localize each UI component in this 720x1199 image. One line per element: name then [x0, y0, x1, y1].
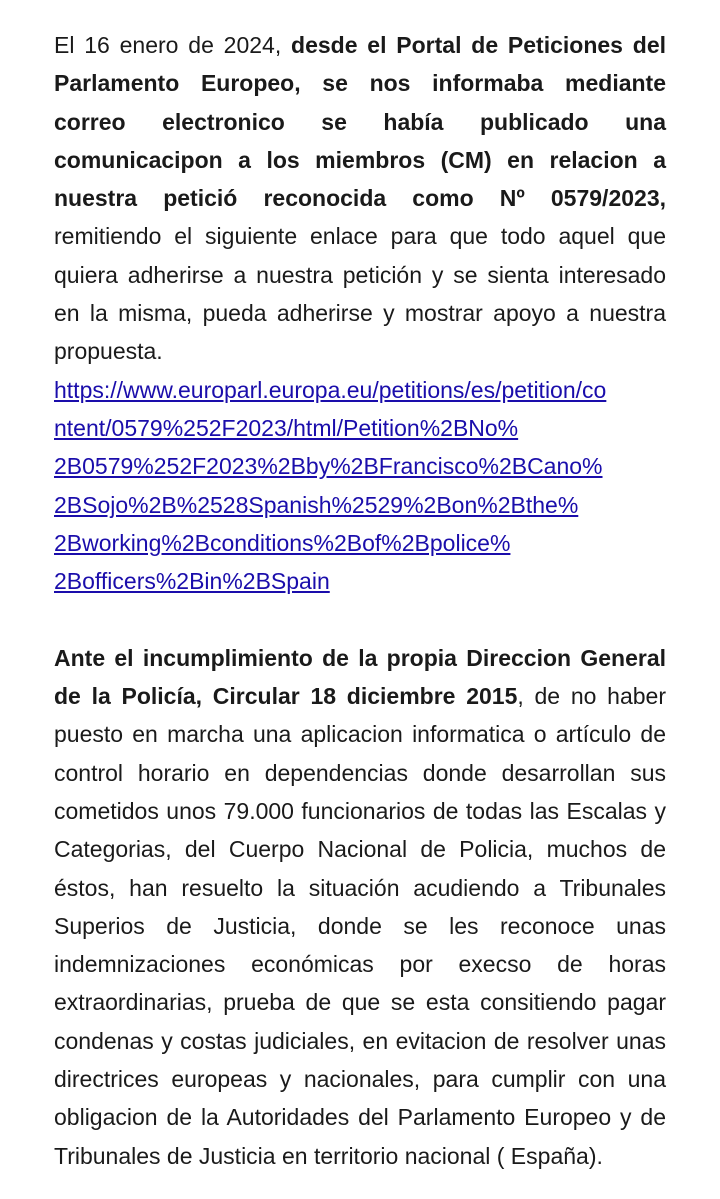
- petition-link-line: 2BSojo%2B%2528Spanish%2529%2Bon%2Bthe%: [54, 491, 579, 518]
- paragraph-intro: El 16 enero de 2024,: [54, 32, 282, 58]
- petition-link-line: https://www.europarl.europa.eu/petitions/es/petition/co: [54, 376, 607, 403]
- paragraph-spacer: [54, 600, 666, 638]
- paragraph-police-circular: [54, 639, 666, 1175]
- paragraph-bold-statement: desde el Portal de Peticiones del Parlamento Europeo, se nos informaba mediante correo electronico se había publicado una comunicacipon a los miembros (CM) en relacion a nuestra petició reconocida como Nº 0579/2023,: [54, 32, 667, 212]
- document-body: [54, 26, 666, 1175]
- petition-link-line: 2Bworking%2Bconditions%2Bof%2Bpolice%: [54, 529, 511, 556]
- paragraph-bold-statement: Ante el incumplimiento de la propia Direccion General de la Policía, Circular 18 diciembre 2015: [54, 644, 666, 710]
- paragraph-rest: , de no haber puesto en marcha una aplicacion informatica o artículo de control horario en dependencias donde desarrollan sus cometidos unos 79.000 funcionarios de todas las Escalas y Categorias, del Cuerpo Nacional de Policia, muchos de éstos, han resuelto la situación acudiendo a Tribunales Superios de Justicia, donde se les reconoce unas indemnizaciones económicas por execso de horas extraordinarias, prueba de que se esta consitiendo pagar condenas y costas judiciales, en evitacion de resolver unas directrices europeas y nacionales, para cumplir con una obligacion de la Autoridades del Parlamento Europeo y de Tribunales de Justicia en territorio nacional ( España).: [54, 683, 666, 1169]
- petition-link[interactable]: [54, 371, 666, 601]
- paragraph-rest: remitiendo el siguiente enlace para que todo aquel que quiera adherirse a nuestra petición y se sienta interesado en la misma, pueda adherirse y mostrar apoyo a nuestra propuesta.: [54, 223, 666, 365]
- petition-link-line: 2B0579%252F2023%2Bby%2BFrancisco%2BCano%: [54, 453, 603, 480]
- petition-link-line: 2Bofficers%2Bin%2BSpain: [54, 568, 330, 595]
- paragraph-petition-notice: [54, 26, 666, 371]
- petition-link-line: ntent/0579%252F2023/html/Petition%2BNo%: [54, 414, 519, 441]
